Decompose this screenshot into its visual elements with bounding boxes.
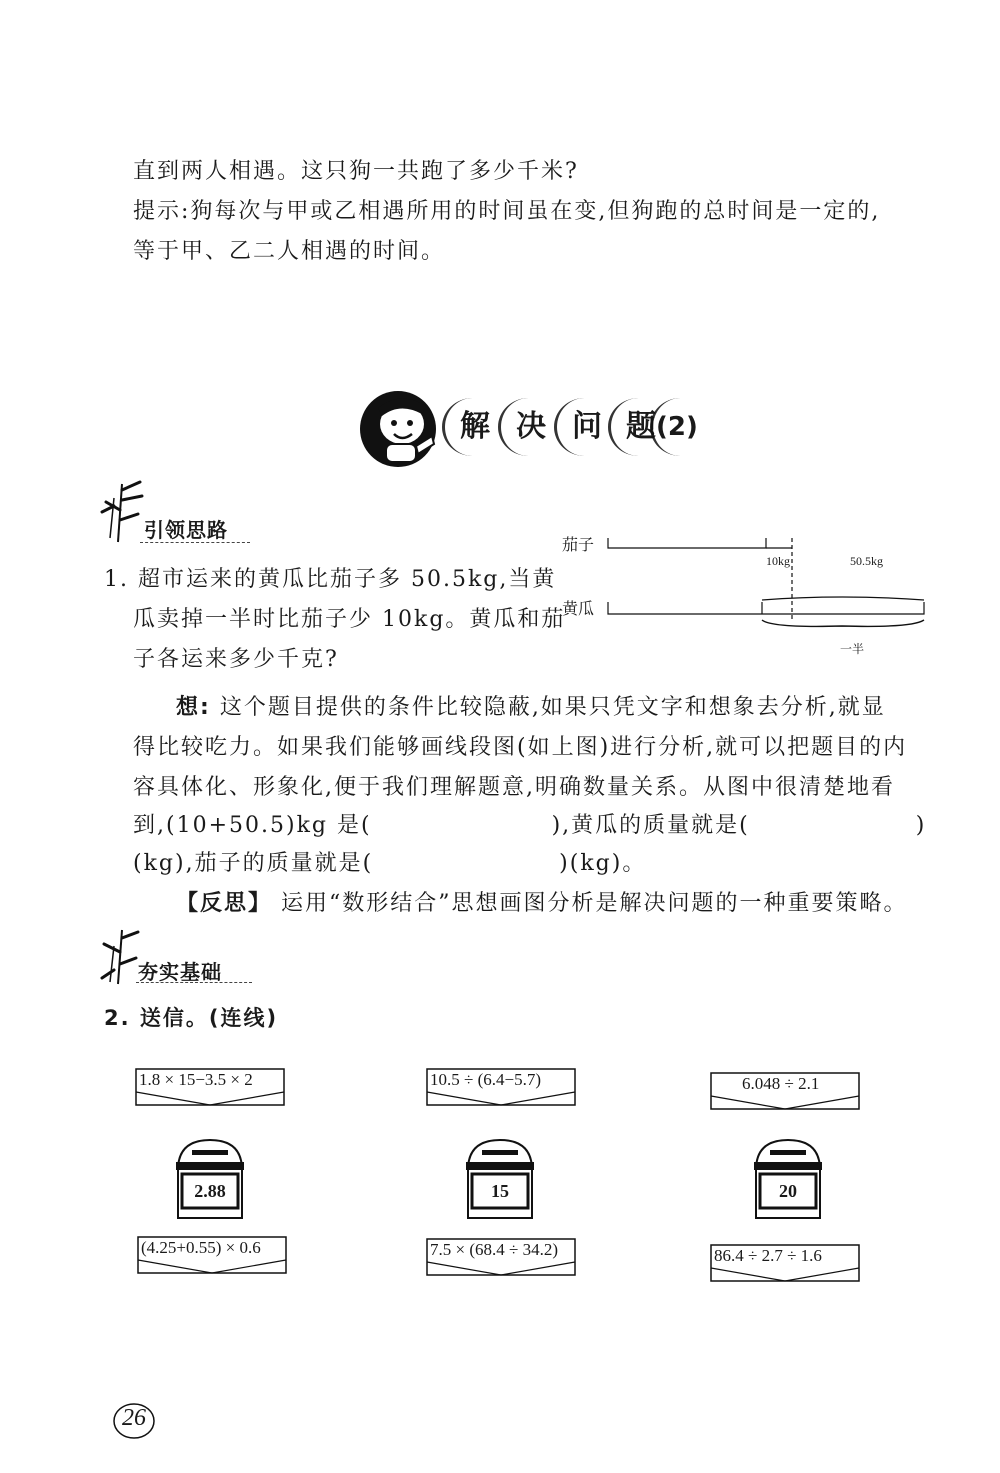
think-line-4-c: ) <box>915 813 927 838</box>
mailbox-3-number: 20 <box>779 1181 797 1201</box>
mailbox-2[interactable] <box>462 1136 538 1220</box>
guide-header: 引领思路 <box>144 518 228 542</box>
letter-bottom-3-text: 86.4 ÷ 2.7 ÷ 1.6 <box>714 1246 822 1265</box>
problem1-line-3: 子各运来多少千克? <box>133 647 339 672</box>
think-line-4 <box>133 808 926 839</box>
basics-header-underline <box>136 982 252 983</box>
mailbox-2-number: 15 <box>491 1181 509 1201</box>
hint-line-1: 提示:狗每次与甲或乙相遇所用的时间虽在变,但狗跑的总时间是一定的, <box>133 199 881 224</box>
title-char-1: 解 <box>448 400 502 454</box>
mascot-icon <box>356 388 440 470</box>
think-line-4-b: ),黄瓜的质量就是( <box>551 813 750 838</box>
bamboo-icon <box>100 478 146 544</box>
segment-diagram <box>562 530 942 670</box>
letter-bottom-2-text: 7.5 × (68.4 ÷ 34.2) <box>430 1240 558 1259</box>
think-label: 想: <box>176 695 211 720</box>
reflect-text: 运用“数形结合”思想画图分析是解决问题的一种重要策略。 <box>281 891 908 916</box>
think-line-4-a: 到,(10+50.5)kg 是( <box>133 813 372 838</box>
hint-line-2: 等于甲、乙二人相遇的时间。 <box>133 239 446 264</box>
think-line-1 <box>176 690 886 721</box>
think-line-5-b: )(kg)。 <box>559 851 647 876</box>
title-char-4: 题 <box>614 400 668 454</box>
letter-top-3-text: 6.048 ÷ 2.1 <box>742 1074 820 1093</box>
think-line-5 <box>133 846 646 877</box>
problem1-line-1: 1. 超市运来的黄瓜比茄子多 50.5kg,当黄 <box>104 567 557 592</box>
label-50-5kg: 50.5kg <box>850 554 883 568</box>
letter-top-2-text: 10.5 ÷ (6.4−5.7) <box>430 1070 541 1089</box>
title-number: (2) <box>656 400 696 454</box>
think-text-1: 这个题目提供的条件比较隐蔽,如果只凭文字和想象去分析,就显 <box>219 695 886 720</box>
problem1-line-2: 瓜卖掉一半时比茄子少 10kg。黄瓜和茄 <box>133 607 566 632</box>
intro-line-1: 直到两人相遇。这只狗一共跑了多少千米? <box>133 159 579 184</box>
think-line-2: 得比较吃力。如果我们能够画线段图(如上图)进行分析,就可以把题目的内 <box>133 735 908 760</box>
mailbox-3[interactable] <box>750 1136 826 1220</box>
page-number: 26 <box>122 1405 146 1431</box>
letter-top-2[interactable] <box>426 1068 576 1104</box>
label-eggplant: 茄子 <box>562 535 595 554</box>
letter-bottom-2[interactable] <box>426 1238 576 1274</box>
title-char-2: 决 <box>504 400 558 454</box>
page-number-badge <box>112 1402 156 1440</box>
title-char-3: 问 <box>560 400 614 454</box>
think-line-3: 容具体化、形象化,便于我们理解题意,明确数量关系。从图中很清楚地看 <box>133 775 895 800</box>
problem2-title: 2. 送信。(连线) <box>104 1006 279 1030</box>
reflect-label: 【反思】 <box>176 891 273 916</box>
guide-header-underline <box>140 542 250 543</box>
letter-top-1[interactable] <box>135 1068 285 1104</box>
mailbox-1[interactable] <box>172 1136 248 1220</box>
mailbox-1-number: 2.88 <box>194 1181 226 1201</box>
segment-lines <box>562 530 942 670</box>
section-title-banner <box>356 388 698 470</box>
letter-bottom-1-text: (4.25+0.55) × 0.6 <box>141 1238 261 1257</box>
label-half: 一半 <box>840 642 865 656</box>
label-10kg: 10kg <box>766 554 790 568</box>
letter-bottom-3[interactable] <box>710 1244 860 1280</box>
letter-top-3[interactable] <box>710 1072 860 1108</box>
reflect-line <box>176 886 908 917</box>
label-cucumber: 黄瓜 <box>562 599 595 618</box>
basics-header: 夯实基础 <box>138 960 222 984</box>
letter-bottom-1[interactable] <box>137 1236 287 1272</box>
think-line-5-a: (kg),茄子的质量就是( <box>133 851 374 876</box>
letter-top-1-text: 1.8 × 15−3.5 × 2 <box>139 1070 253 1089</box>
